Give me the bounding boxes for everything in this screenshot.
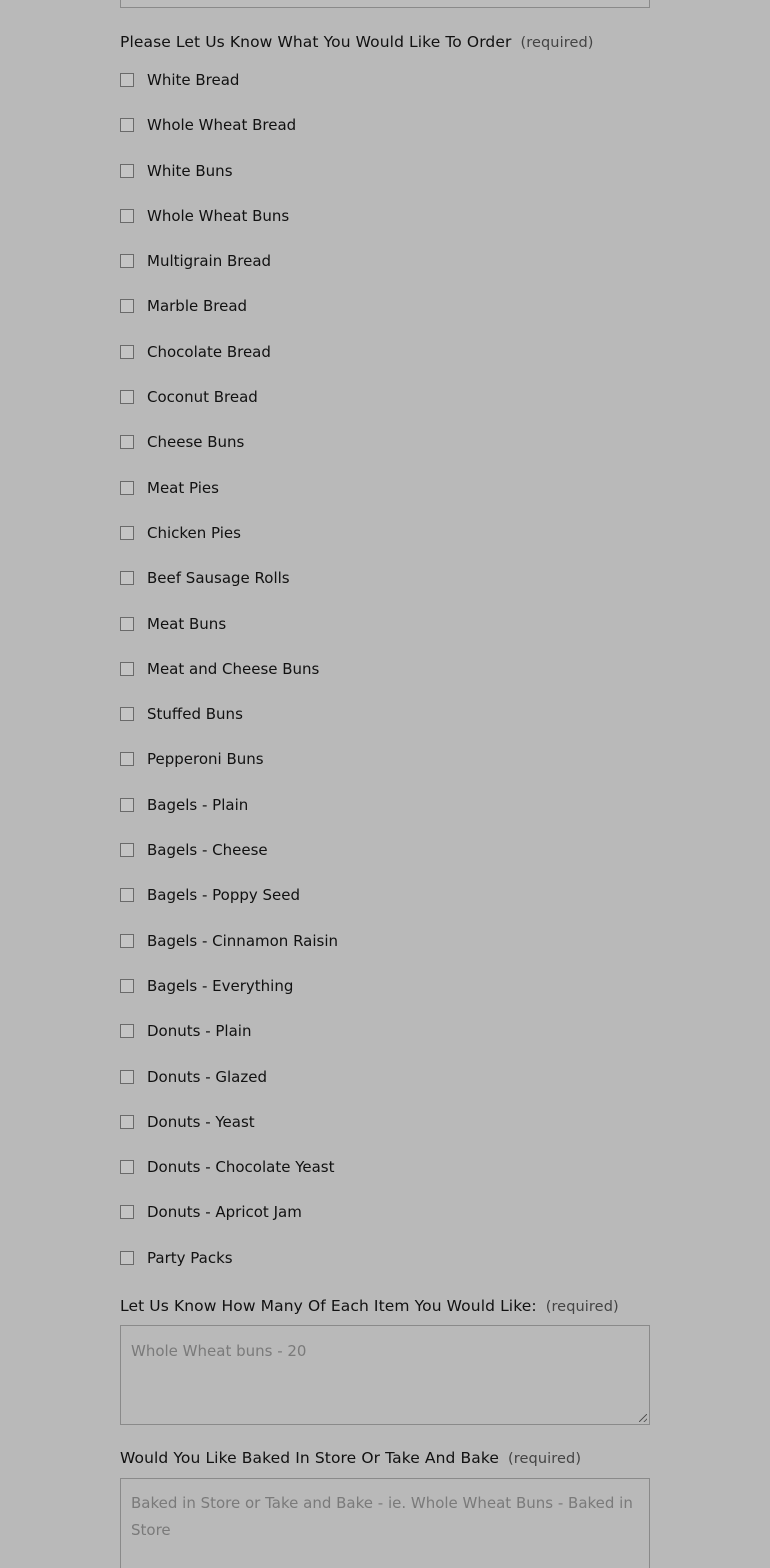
order-item-option[interactable] — [120, 1020, 650, 1065]
order-item-option[interactable] — [120, 114, 650, 159]
order-item-option[interactable] — [120, 160, 650, 205]
checkbox[interactable] — [120, 1160, 134, 1174]
order-item-label: Beef Sausage Rolls — [147, 569, 290, 588]
checkbox[interactable] — [120, 73, 134, 87]
checkbox[interactable] — [120, 526, 134, 540]
order-item-label: Bagels - Cheese — [147, 841, 268, 860]
checkbox[interactable] — [120, 118, 134, 132]
order-item-option[interactable] — [120, 250, 650, 295]
previous-text-field[interactable] — [120, 0, 650, 8]
required-marker: (required) — [545, 1299, 619, 1315]
order-item-label: Donuts - Chocolate Yeast — [147, 1158, 335, 1177]
checkbox[interactable] — [120, 345, 134, 359]
order-item-label: Coconut Bread — [147, 388, 258, 407]
order-item-label: Donuts - Yeast — [147, 1112, 255, 1131]
order-item-label: Whole Wheat Bread — [147, 116, 297, 135]
checkbox[interactable] — [120, 888, 134, 902]
order-item-label: Bagels - Cinnamon Raisin — [147, 931, 339, 950]
order-item-option[interactable] — [120, 794, 650, 839]
order-item-option[interactable] — [120, 431, 650, 476]
order-item-option[interactable] — [120, 205, 650, 250]
checkbox[interactable] — [120, 1115, 134, 1129]
quantity-textarea[interactable] — [120, 1325, 650, 1425]
required-marker: (required) — [508, 1451, 582, 1467]
order-item-label: Whole Wheat Buns — [147, 206, 290, 225]
order-item-label: White Bread — [147, 71, 240, 89]
order-item-label: Meat Buns — [147, 614, 227, 633]
checkbox[interactable] — [120, 254, 134, 268]
order-item-label: Multigrain Bread — [147, 252, 272, 271]
order-item-option[interactable] — [120, 386, 650, 431]
order-item-label: Bagels - Plain — [147, 795, 249, 814]
order-item-option[interactable] — [120, 839, 650, 884]
order-item-option[interactable] — [120, 748, 650, 793]
order-item-option[interactable] — [120, 1247, 650, 1292]
order-item-option[interactable] — [120, 522, 650, 567]
order-item-label: Chicken Pies — [147, 523, 241, 542]
checkbox[interactable] — [120, 1205, 134, 1219]
order-item-option[interactable] — [120, 884, 650, 929]
resize-handle-icon[interactable] — [639, 1414, 647, 1422]
bake-option-textarea[interactable] — [120, 1478, 650, 1568]
checkbox[interactable] — [120, 390, 134, 404]
checkbox[interactable] — [120, 571, 134, 585]
quantity-label — [120, 1294, 619, 1318]
order-item-option[interactable] — [120, 658, 650, 703]
checkbox[interactable] — [120, 843, 134, 857]
order-item-option[interactable] — [120, 1201, 650, 1246]
checkbox[interactable] — [120, 1024, 134, 1038]
checkbox[interactable] — [120, 299, 134, 313]
checkbox[interactable] — [120, 707, 134, 721]
order-item-label: White Buns — [147, 161, 233, 180]
order-item-label: Chocolate Bread — [147, 342, 271, 361]
order-item-label: Donuts - Apricot Jam — [147, 1203, 302, 1222]
order-item-label: Cheese Buns — [147, 433, 245, 452]
order-item-label: Donuts - Plain — [147, 1022, 252, 1041]
order-item-label: Donuts - Glazed — [147, 1067, 267, 1086]
checkbox[interactable] — [120, 164, 134, 178]
checkbox[interactable] — [120, 934, 134, 948]
order-item-option[interactable] — [120, 1066, 650, 1111]
checkbox[interactable] — [120, 798, 134, 812]
order-item-label: Party Packs — [147, 1248, 233, 1267]
order-items-checkbox-group — [120, 69, 650, 1292]
order-item-option[interactable] — [120, 477, 650, 522]
order-item-option[interactable] — [120, 1111, 650, 1156]
order-item-label: Pepperoni Buns — [147, 750, 264, 769]
checkbox[interactable] — [120, 481, 134, 495]
checkbox[interactable] — [120, 662, 134, 676]
order-items-label-text: Please Let Us Know What You Would Like To Order — [120, 33, 512, 51]
order-item-label: Bagels - Poppy Seed — [147, 886, 301, 905]
checkbox[interactable] — [120, 1251, 134, 1265]
bake-option-label-text: Would You Like Baked In Store Or Take And Bake — [120, 1449, 500, 1467]
order-items-label — [120, 30, 650, 54]
order-item-label: Marble Bread — [147, 297, 248, 316]
checkbox[interactable] — [120, 1070, 134, 1084]
required-marker: (required) — [520, 35, 594, 51]
order-item-label: Meat and Cheese Buns — [147, 659, 320, 678]
order-item-option[interactable] — [120, 341, 650, 386]
order-item-label: Bagels - Everything — [147, 976, 294, 995]
checkbox[interactable] — [120, 979, 134, 993]
checkbox[interactable] — [120, 752, 134, 766]
quantity-placeholder: Whole Wheat buns - 20 — [131, 1342, 307, 1360]
quantity-label-text: Let Us Know How Many Of Each Item You Would Like: — [120, 1297, 537, 1315]
order-item-option[interactable] — [120, 69, 650, 114]
order-item-option[interactable] — [120, 930, 650, 975]
checkbox[interactable] — [120, 435, 134, 449]
checkbox[interactable] — [120, 209, 134, 223]
order-item-label: Meat Pies — [147, 478, 219, 497]
order-item-option[interactable] — [120, 567, 650, 612]
checkbox[interactable] — [120, 617, 134, 631]
order-item-label: Stuffed Buns — [147, 705, 243, 724]
order-item-option[interactable] — [120, 975, 650, 1020]
order-item-option[interactable] — [120, 613, 650, 658]
bake-option-label — [120, 1446, 581, 1470]
order-item-option[interactable] — [120, 703, 650, 748]
order-item-option[interactable] — [120, 295, 650, 340]
order-form — [120, 30, 650, 1292]
order-item-option[interactable] — [120, 1156, 650, 1201]
bake-option-placeholder: Baked in Store or Take and Bake - ie. Whole Wheat Buns - Baked in Store — [131, 1494, 633, 1539]
